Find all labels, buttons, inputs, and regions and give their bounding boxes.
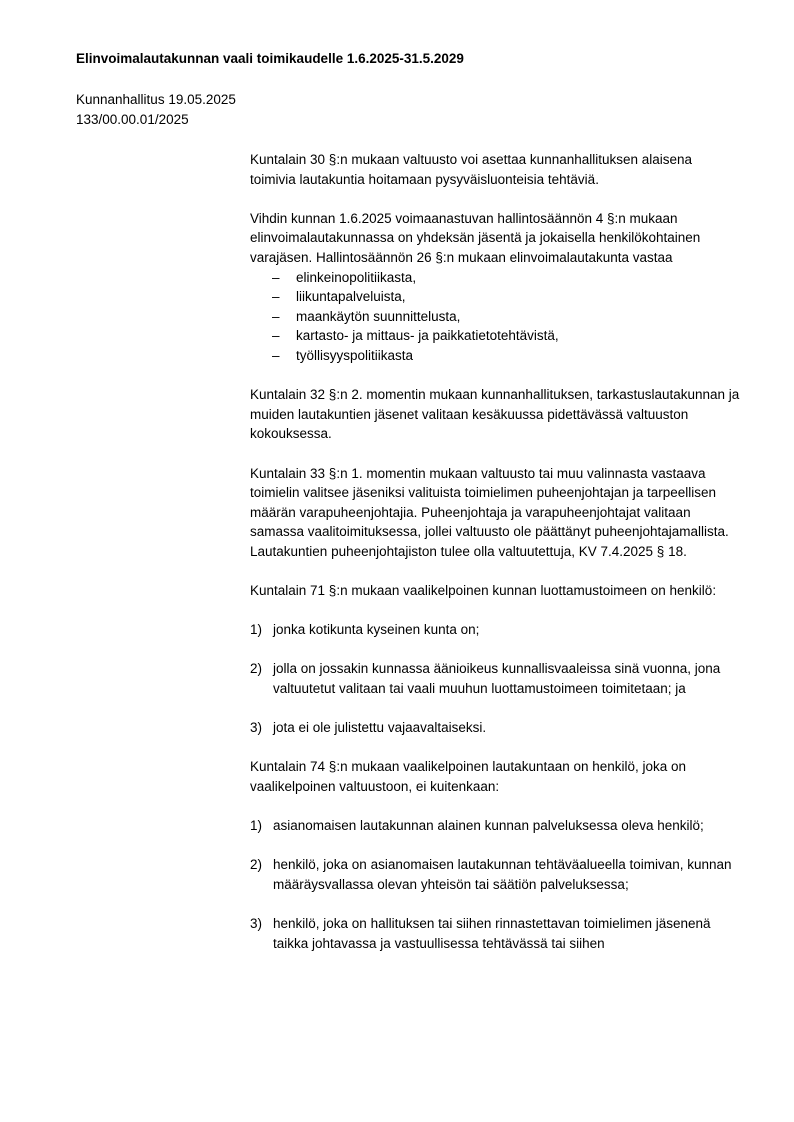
item-number: 3): [250, 720, 263, 736]
paragraph: Kuntalain 32 §:n 2. momentin mukaan kunnanhallituksen, tarkastuslautakunnan ja muiden lautakuntien jäsenet valitaan kesäkuussa pidettävässä valtuuston kokouksessa.: [250, 387, 740, 442]
list-item: [250, 326, 740, 346]
dash-bullet: –: [272, 328, 280, 344]
paragraph: Kuntalain 33 §:n 1. momentin mukaan valtuusto tai muu valinnasta vastaava toimielin valitsee jäseniksi valituista toimielimen puheenjohtajan ja tarpeellisen määrän varapuheenjohtajia. Puheenjohtaja ja varapuheenjohtajat valitaan samassa vaalitoimituksessa, jollei valtuusto ole päättänyt puheenjohtajamallista. Lautakuntien puheenjohtajiston tulee olla valtuutettuja, KV 7.4.2025 § 18.: [250, 465, 729, 559]
item-number: 1): [250, 818, 263, 834]
numbered-item: [250, 816, 740, 836]
paragraph: Kuntalain 30 §:n mukaan valtuusto voi asettaa kunnanhallituksen alaisena toimivia lautakuntia hoitamaan pysyväisluonteisia tehtäviä.: [250, 152, 693, 187]
list-item: [250, 268, 740, 288]
dash-bullet: –: [272, 308, 280, 324]
dash-bullet: –: [272, 269, 280, 285]
item-text: henkilö, joka on hallituksen tai siihen rinnastettavan toimielimen jäsenenä taikka johtavassa ja vastuullisessa tehtävässä tai siihen: [273, 916, 711, 951]
numbered-item: [250, 718, 740, 738]
meeting-line: Kunnanhallitus 19.05.2025: [76, 92, 236, 107]
item-text: jota ei ole julistettu vajaavaltaiseksi.: [273, 720, 487, 736]
item-number: 1): [250, 622, 263, 638]
item-number: 3): [250, 916, 263, 932]
item-text: asianomaisen lautakunnan alainen kunnan palveluksessa oleva henkilö;: [273, 818, 704, 834]
item-number: 2): [250, 857, 263, 873]
item-text: jolla on jossakin kunnassa äänioikeus kunnallisvaaleissa sinä vuonna, jona valtuutetut valitaan tai vaali muuhun luottamustoimeen toimitetaan; ja: [273, 661, 721, 697]
numbered-item: [250, 659, 740, 698]
list-item-text: työllisyyspolitiikasta: [296, 347, 414, 363]
list-item: [250, 346, 740, 366]
list-item-text: kartasto- ja mittaus- ja paikkatietotehtävistä,: [296, 328, 559, 344]
dash-bullet: –: [272, 289, 280, 305]
list-item: [250, 287, 740, 307]
paragraph: Kuntalain 74 §:n mukaan vaalikelpoinen lautakuntaan on henkilö, joka on vaalikelpoinen valtuustoon, ei kuitenkaan:: [250, 759, 687, 794]
item-number: 2): [250, 661, 263, 677]
dash-bullet: –: [272, 347, 280, 363]
numbered-item: [250, 855, 740, 894]
numbered-item: [250, 620, 740, 640]
paragraph: Kuntalain 71 §:n mukaan vaalikelpoinen kunnan luottamustoimeen on henkilö:: [250, 583, 717, 599]
numbered-item: [250, 914, 740, 953]
document-body: [250, 150, 740, 973]
list-item-text: elinkeinopolitiikasta,: [296, 269, 417, 285]
list-item-text: liikuntapalveluista,: [296, 289, 406, 305]
document-title: Elinvoimalautakunnan vaali toimikaudelle 1.6.2025-31.5.2029: [76, 51, 464, 66]
document-meta: [76, 90, 236, 129]
responsibility-list: [250, 268, 740, 366]
list-item: [250, 307, 740, 327]
record-number: 133/00.00.01/2025: [76, 111, 189, 127]
paragraph: Vihdin kunnan 1.6.2025 voimaanastuvan hallintosäännön 4 §:n mukaan elinvoimalautakunnassa on yhdeksän jäsentä ja jokaisella henkilökohtainen varajäsen. Hallintosäännön 26 §:n mukaan elinvoimalautakunta vastaa: [250, 210, 701, 265]
item-text: henkilö, joka on asianomaisen lautakunnan tehtäväalueella toimivan, kunnan määräysvallassa olevan yhteisön tai säätiön palveluksessa;: [273, 857, 732, 892]
list-item-text: maankäytön suunnittelusta,: [296, 308, 461, 324]
item-text: jonka kotikunta kyseinen kunta on;: [273, 622, 480, 638]
